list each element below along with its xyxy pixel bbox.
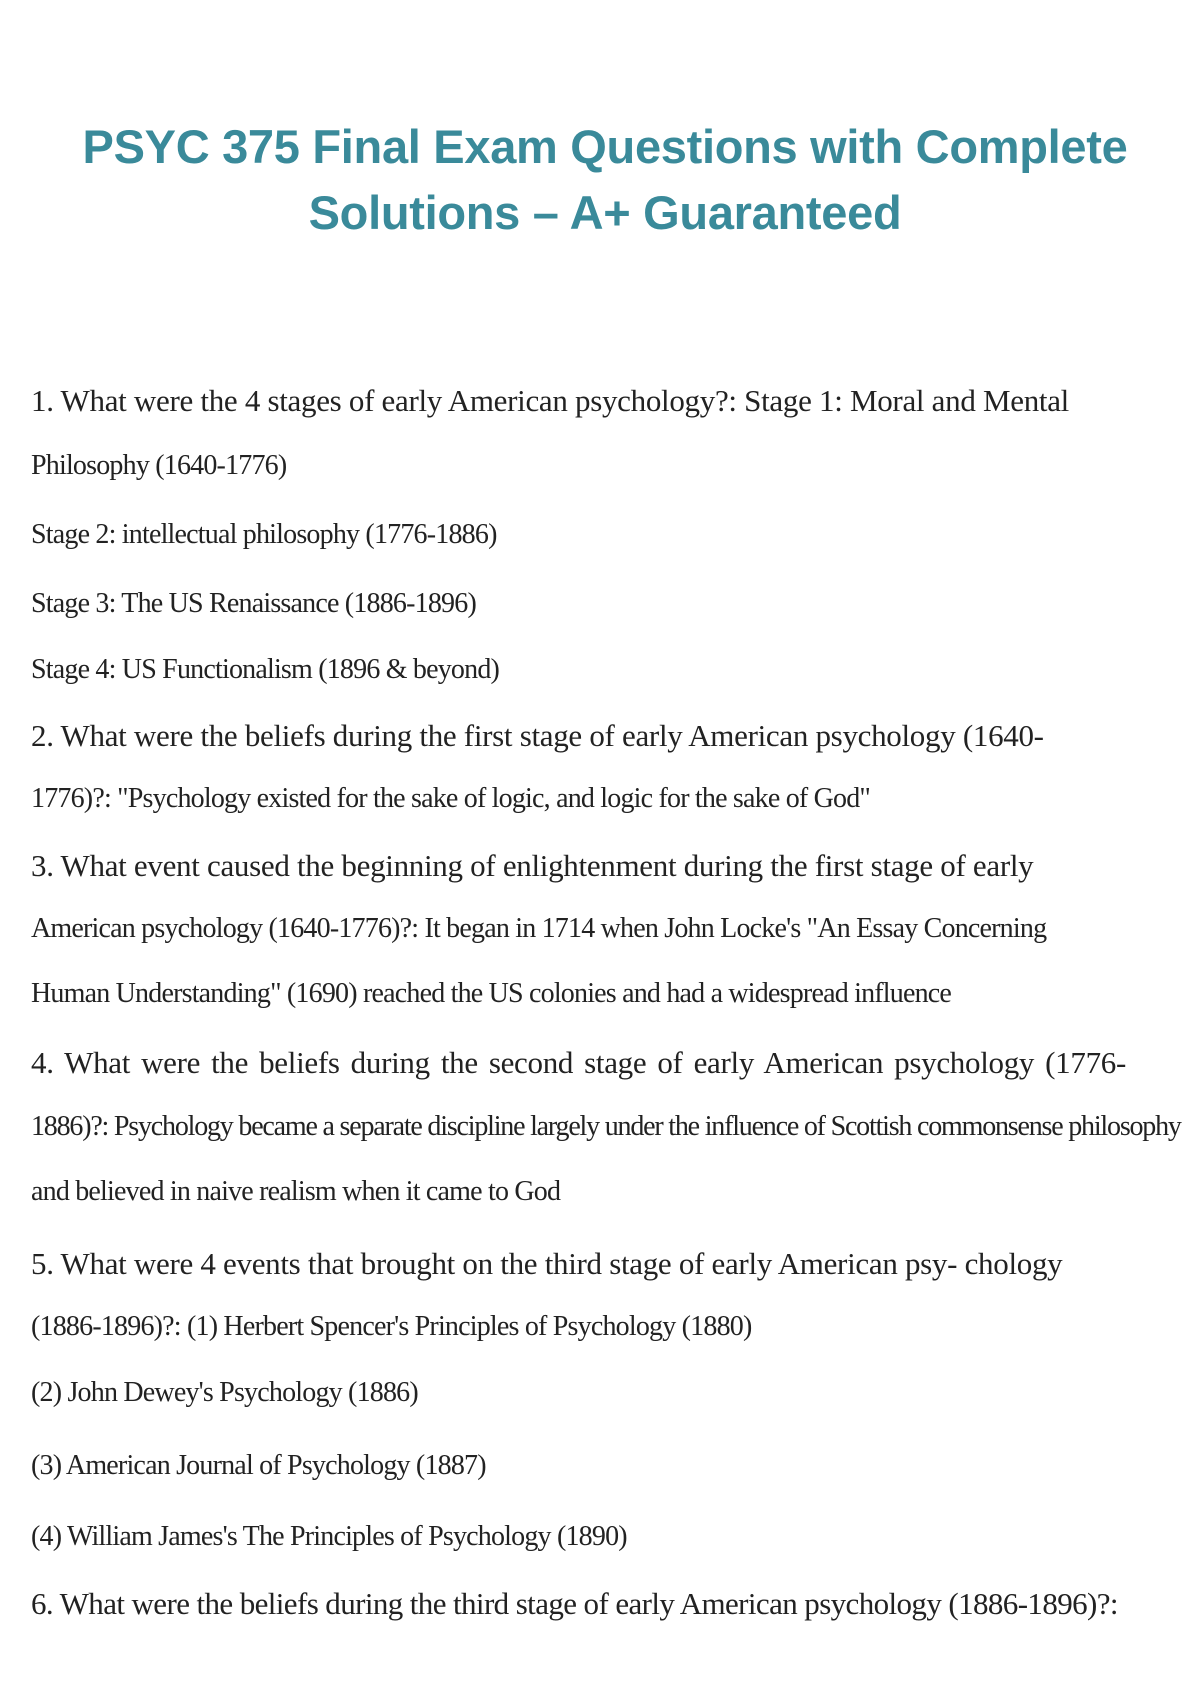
- answer-1-line-3: Stage 3: The US Renaissance (1886-1896): [31, 588, 476, 619]
- question-4-text: 4. What were the beliefs during the second stage of early American psychology (1776-: [31, 1045, 1126, 1080]
- answer-1-line-2: Stage 2: intellectual philosophy (1776-1886): [31, 519, 497, 550]
- question-5-text: 5. What were 4 events that brought on the third stage of early American psy- chology: [31, 1246, 1063, 1281]
- answer-5-line-2: (2) John Dewey's Psychology (1886): [31, 1377, 418, 1408]
- document-title: [60, 114, 1150, 246]
- answer-3-line-2: Human Understanding" (1690) reached the US colonies and had a widespread influence: [31, 978, 952, 1009]
- answer-4-line-1: 1886)?: Psychology became a separate discipline largely under the influence of Scottish commonsense philosophy: [31, 1111, 1181, 1142]
- answer-5-line-1: (1886-1896)?: (1) Herbert Spencer's Principles of Psychology (1880): [31, 1311, 752, 1342]
- question-3-text: 3. What event caused the beginning of enlightenment during the first stage of early: [31, 848, 1034, 883]
- title-line-1: PSYC 375 Final Exam Questions with Complete: [82, 120, 1128, 173]
- answer-5-line-3: (3) American Journal of Psychology (1887): [31, 1450, 486, 1481]
- answer-1-line-4: Stage 4: US Functionalism (1896 & beyond): [31, 654, 500, 685]
- question-6-text: 6. What were the beliefs during the third stage of early American psychology (1886-1896)?:: [31, 1586, 1118, 1621]
- answer-5-line-4: (4) William James's The Principles of Psychology (1890): [31, 1521, 627, 1552]
- answer-3-line-1: American psychology (1640-1776)?: It began in 1714 when John Locke's "An Essay Concerning: [31, 913, 1047, 944]
- title-line-2: Solutions – A+ Guaranteed: [308, 186, 902, 239]
- answer-2-line-1: 1776)?: "Psychology existed for the sake of logic, and logic for the sake of God": [31, 783, 871, 814]
- question-2-text: 2. What were the beliefs during the first stage of early American psychology (1640-: [31, 718, 1044, 753]
- answer-4-line-2: and believed in naive realism when it came to God: [31, 1176, 561, 1207]
- answer-1-line-1: Philosophy (1640-1776): [31, 450, 287, 481]
- question-1-text: 1. What were the 4 stages of early American psychology?: Stage 1: Moral and Mental: [31, 383, 1069, 418]
